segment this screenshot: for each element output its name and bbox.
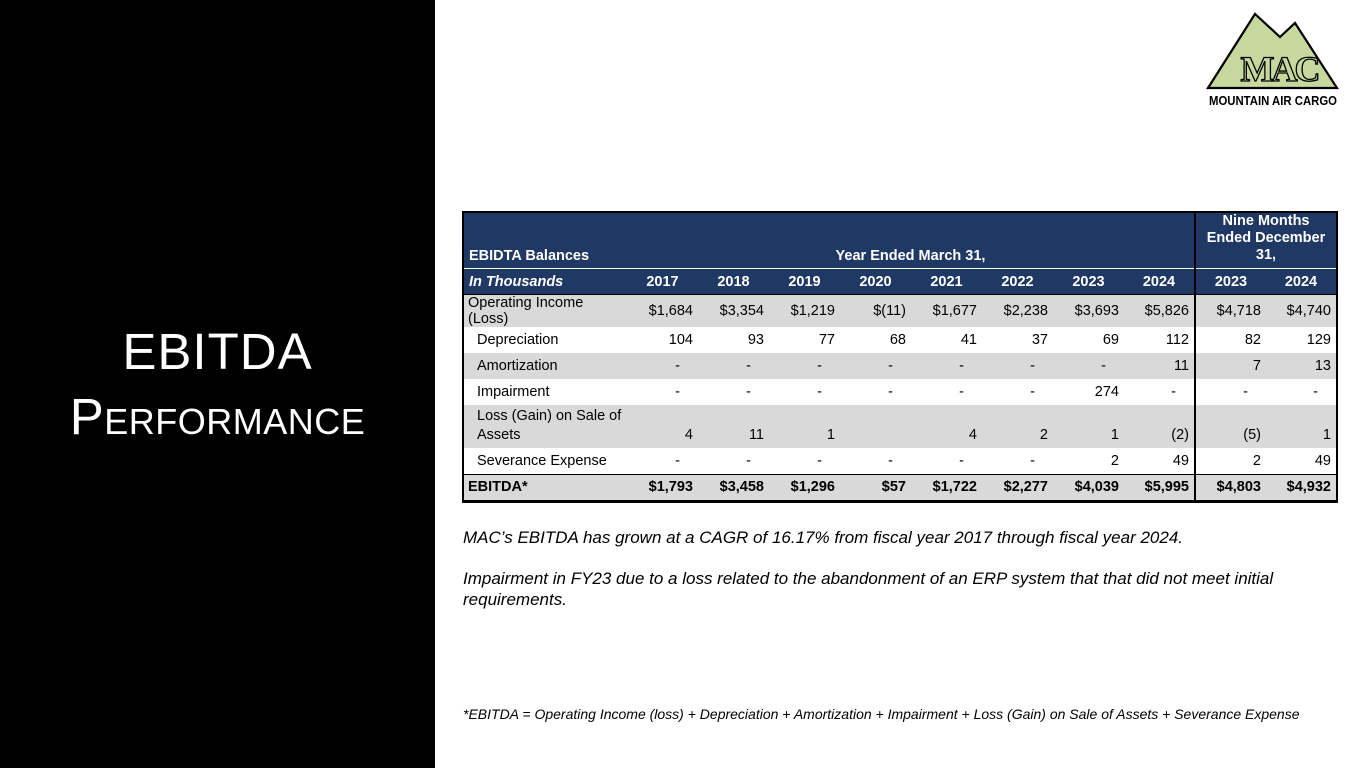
value-cell: - bbox=[627, 448, 698, 474]
value-cell: - bbox=[911, 448, 982, 474]
value-cell: 1 bbox=[1053, 405, 1124, 448]
mountain-icon bbox=[1197, 4, 1339, 110]
value-cell: $57 bbox=[840, 474, 911, 501]
value-cell: $5,826 bbox=[1124, 295, 1195, 328]
value-cell: 2 bbox=[1053, 448, 1124, 474]
value-cell: - bbox=[627, 379, 698, 405]
value-cell: $1,793 bbox=[627, 474, 698, 501]
table-body bbox=[463, 295, 1337, 502]
table-row bbox=[463, 474, 1337, 501]
value-cell: 68 bbox=[840, 327, 911, 353]
row-label: Loss (Gain) on Sale of Assets bbox=[463, 405, 627, 448]
value-cell: - bbox=[1195, 379, 1266, 405]
value-cell: - bbox=[769, 353, 840, 379]
value-cell: $3,354 bbox=[698, 295, 769, 328]
value-cell: - bbox=[982, 353, 1053, 379]
logo-acronym: MAC bbox=[1240, 49, 1318, 89]
row-label: EBITDA* bbox=[463, 474, 627, 501]
value-cell: $5,995 bbox=[1124, 474, 1195, 501]
value-cell: 4 bbox=[911, 405, 982, 448]
row-label: Depreciation bbox=[463, 327, 627, 353]
value-cell: $(11) bbox=[840, 295, 911, 328]
value-cell: $2,238 bbox=[982, 295, 1053, 328]
value-cell: $1,219 bbox=[769, 295, 840, 328]
nine-month-column-header: 2024 bbox=[1266, 269, 1337, 295]
value-cell: $2,277 bbox=[982, 474, 1053, 501]
value-cell: 2 bbox=[982, 405, 1053, 448]
value-cell: 77 bbox=[769, 327, 840, 353]
value-cell: - bbox=[1053, 353, 1124, 379]
note-impairment: Impairment in FY23 due to a loss related to the abandonment of an ERP system that that did not meet initial requirements. bbox=[463, 569, 1274, 609]
value-cell: - bbox=[769, 379, 840, 405]
value-cell: (5) bbox=[1195, 405, 1266, 448]
value-cell: 41 bbox=[911, 327, 982, 353]
value-cell: - bbox=[627, 353, 698, 379]
footnote-ebitda-definition: *EBITDA = Operating Income (loss) + Depreciation + Amortization + Impairment + Loss (Gain) on Sale of Assets + Severance Expense bbox=[463, 706, 1300, 722]
value-cell: $1,722 bbox=[911, 474, 982, 501]
row-label: Amortization bbox=[463, 353, 627, 379]
table-row bbox=[463, 379, 1337, 405]
page-title-line2: Performance bbox=[69, 388, 366, 445]
value-cell: - bbox=[911, 379, 982, 405]
logo-company-name: MOUNTAIN AIR CARGO bbox=[1209, 94, 1338, 108]
year-column-header: 2018 bbox=[698, 269, 769, 295]
ebitda-table-container bbox=[462, 211, 1338, 503]
value-cell: (2) bbox=[1124, 405, 1195, 448]
value-cell: - bbox=[840, 448, 911, 474]
row-label: Operating Income (Loss) bbox=[463, 295, 627, 328]
header-row-years bbox=[463, 269, 1337, 295]
page-title-line1: EBITDA bbox=[122, 323, 313, 380]
value-cell: 93 bbox=[698, 327, 769, 353]
year-column-header: 2017 bbox=[627, 269, 698, 295]
year-column-header: 2024 bbox=[1124, 269, 1195, 295]
value-cell: - bbox=[911, 353, 982, 379]
value-cell: $1,684 bbox=[627, 295, 698, 328]
value-cell: 274 bbox=[1053, 379, 1124, 405]
value-cell: $4,740 bbox=[1266, 295, 1337, 328]
value-cell: $3,693 bbox=[1053, 295, 1124, 328]
value-cell bbox=[840, 405, 911, 448]
table-row bbox=[463, 327, 1337, 353]
value-cell: 37 bbox=[982, 327, 1053, 353]
value-cell: 13 bbox=[1266, 353, 1337, 379]
table-row bbox=[463, 448, 1337, 474]
units-label: In Thousands bbox=[463, 269, 627, 295]
value-cell: 82 bbox=[1195, 327, 1266, 353]
nine-month-column-header: 2023 bbox=[1195, 269, 1266, 295]
value-cell: - bbox=[982, 379, 1053, 405]
year-column-header: 2019 bbox=[769, 269, 840, 295]
value-cell: - bbox=[769, 448, 840, 474]
year-column-header: 2022 bbox=[982, 269, 1053, 295]
value-cell: 2 bbox=[1195, 448, 1266, 474]
value-cell: - bbox=[840, 379, 911, 405]
year-section-header: Year Ended March 31, bbox=[627, 212, 1195, 269]
value-cell: 7 bbox=[1195, 353, 1266, 379]
year-column-header: 2021 bbox=[911, 269, 982, 295]
value-cell: 1 bbox=[769, 405, 840, 448]
value-cell: - bbox=[698, 448, 769, 474]
value-cell: - bbox=[698, 379, 769, 405]
table-header bbox=[463, 212, 1337, 295]
value-cell: 4 bbox=[627, 405, 698, 448]
table-row bbox=[463, 405, 1337, 448]
value-cell: - bbox=[1124, 379, 1195, 405]
value-cell: - bbox=[1266, 379, 1337, 405]
value-cell: 49 bbox=[1124, 448, 1195, 474]
value-cell: $4,039 bbox=[1053, 474, 1124, 501]
value-cell: $1,677 bbox=[911, 295, 982, 328]
value-cell: $4,803 bbox=[1195, 474, 1266, 501]
value-cell: - bbox=[982, 448, 1053, 474]
note-cagr: MAC’s EBITDA has grown at a CAGR of 16.17% from fiscal year 2017 through fiscal year 2024. bbox=[463, 528, 1184, 547]
ebitda-table bbox=[462, 211, 1338, 503]
value-cell: 11 bbox=[1124, 353, 1195, 379]
value-cell: $3,458 bbox=[698, 474, 769, 501]
value-cell: - bbox=[840, 353, 911, 379]
year-column-header: 2023 bbox=[1053, 269, 1124, 295]
value-cell: - bbox=[698, 353, 769, 379]
value-cell: $1,296 bbox=[769, 474, 840, 501]
value-cell: 112 bbox=[1124, 327, 1195, 353]
value-cell: 69 bbox=[1053, 327, 1124, 353]
row-label: Severance Expense bbox=[463, 448, 627, 474]
nine-month-section-header: Nine Months Ended December 31, bbox=[1195, 212, 1337, 269]
table-corner-label: EBIDTA Balances bbox=[463, 212, 627, 269]
row-label: Impairment bbox=[463, 379, 627, 405]
value-cell: 104 bbox=[627, 327, 698, 353]
value-cell: $4,718 bbox=[1195, 295, 1266, 328]
mac-logo bbox=[1197, 4, 1339, 110]
value-cell: 129 bbox=[1266, 327, 1337, 353]
table-row bbox=[463, 353, 1337, 379]
year-column-header: 2020 bbox=[840, 269, 911, 295]
page-title bbox=[70, 319, 366, 449]
title-panel bbox=[0, 0, 435, 768]
value-cell: $4,932 bbox=[1266, 474, 1337, 501]
value-cell: 1 bbox=[1266, 405, 1337, 448]
table-row bbox=[463, 295, 1337, 328]
value-cell: 49 bbox=[1266, 448, 1337, 474]
value-cell: 11 bbox=[698, 405, 769, 448]
header-row-sections bbox=[463, 212, 1337, 269]
